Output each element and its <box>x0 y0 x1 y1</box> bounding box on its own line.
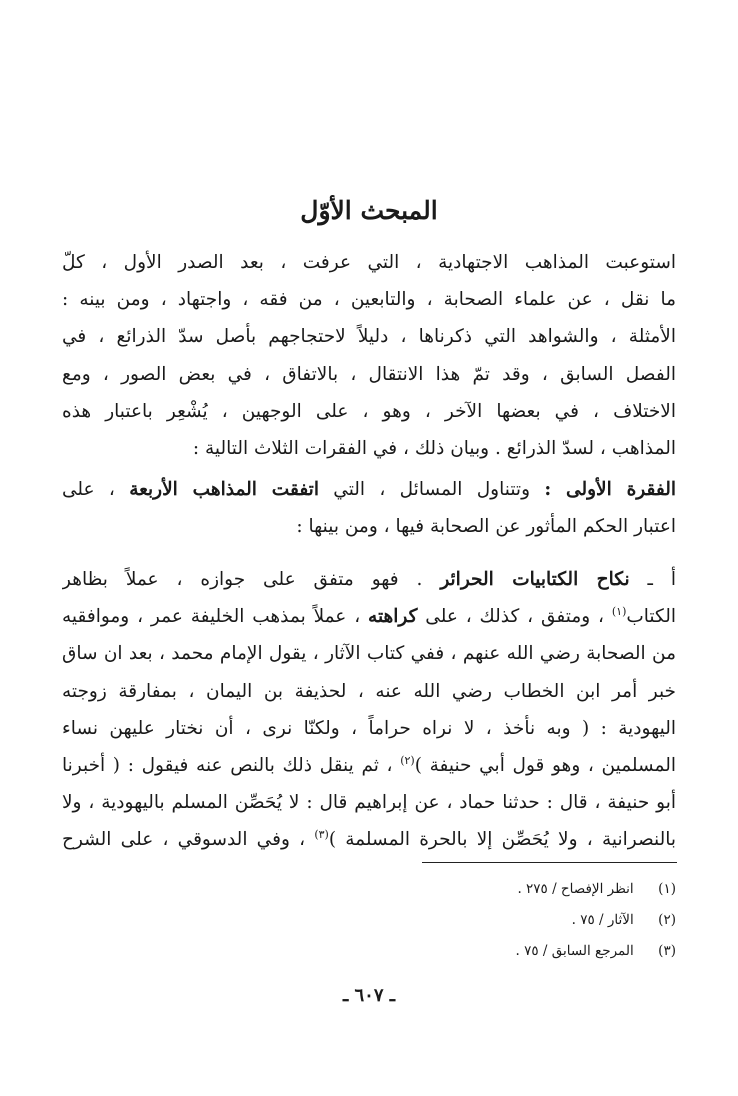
emphasis-text: كراهته <box>368 606 418 628</box>
paragraph-line: استوعبت المذاهب الاجتهادية ، التي عرفت ، بعد الصدر الأول ، كلّ <box>62 252 676 273</box>
text-run: ، على <box>62 479 130 500</box>
footnote-item <box>62 874 676 905</box>
first-section-paragraph <box>62 471 676 545</box>
section-title: المبحث الأوّل <box>300 196 438 225</box>
text-run: وتتناول المسائل ، التي <box>318 479 545 500</box>
text-run: بالنصرانية ، ولا يُحَصِّن إلا بالحرة المسلمة ) <box>328 829 676 851</box>
footnote-number: (٣) <box>658 943 676 959</box>
text-run: المسلمين ، وهو قول أبي حنيفة ) <box>414 755 676 777</box>
paragraph-line: اعتبار الحكم المأثور عن الصحابة فيها ، ومن بينها : <box>296 516 676 538</box>
paragraph-line <box>62 561 676 598</box>
emphasis-text: نكاح الكتابيات الحرائر <box>440 569 630 590</box>
paragraph-line: اليهودية : ( وبه نأخذ ، لا نراه حراماً ، ولكنّا نرى ، أن نختار عليهن نساء <box>62 717 676 739</box>
intro-paragraph <box>62 244 676 467</box>
footnote-ref: (٣) <box>314 828 329 842</box>
text-run: ، وفي الدسوقي ، على الشرح <box>62 829 315 851</box>
paragraph-line: الاختلاف ، في بعضها الآخر ، وهو ، على الوجهين ، يُشْعِر باعتبار هذه <box>62 400 676 422</box>
footnote-text: انظر الإفصاح / ٢٧٥ . <box>517 881 634 897</box>
footnote-number: (١) <box>658 881 676 897</box>
footnote-text: الآثار / ٧٥ . <box>571 912 634 928</box>
paragraph-line: من الصحابة رضي الله عنهم ، ففي كتاب الآثار ، يقول الإمام محمد ، بعد ان ساق <box>62 643 676 665</box>
paragraph-line: ما نقل ، عن علماء الصحابة ، والتابعين ، من فقه ، واجتهاد ، ومن بينه : <box>62 289 676 311</box>
paragraph-line: خبر أمر ابن الخطاب رضي الله عنه ، لحذيفة بن اليمان ، بمفارقة زوجته <box>62 680 676 702</box>
footnote-number: (٢) <box>658 912 676 928</box>
text-run: ، عملاً بمذهب الخليفة عمر ، وموافقيه <box>62 606 369 628</box>
text-run: الكتاب <box>626 606 676 628</box>
section-label: الفقرة الأولى : <box>544 479 676 500</box>
paragraph-line: أبو حنيفة ، قال : حدثنا حماد ، عن إبراهيم قال : لا يُحَصِّن المسلم باليهودية ، ولا <box>62 792 676 814</box>
text-run: ، ثم ينقل ذلك بالنص عنه فيقول : ( أخبرنا <box>62 755 401 777</box>
paragraph-line <box>62 747 676 784</box>
paragraph-line <box>62 471 676 508</box>
paragraph-line: الأمثلة ، والشواهد التي ذكرناها ، دليلاً لاحتجاجهم بأصل سدّ الذرائع ، في <box>62 326 676 348</box>
paragraph-line <box>62 821 676 858</box>
footnote-text: المرجع السابق / ٧٥ . <box>515 943 634 959</box>
footnote-divider <box>422 862 677 863</box>
footnote-ref: (١) <box>611 605 627 619</box>
text-run: ، ومتفق ، كذلك ، على <box>417 606 612 628</box>
item-a-paragraph <box>62 561 676 859</box>
footnote-item <box>62 936 676 967</box>
paragraph-line <box>62 598 676 635</box>
text-run: . فهو متفق على جوازه ، عملاً بظاهر <box>62 569 441 590</box>
text-run: أ ـ <box>629 569 676 590</box>
emphasis-text: اتفقت المذاهب الأربعة <box>129 479 319 500</box>
paragraph-line: المذاهب ، لسدّ الذرائع . وبيان ذلك ، في الفقرات الثلاث التالية : <box>192 438 676 460</box>
footnotes <box>62 874 676 967</box>
footnote-ref: (٢) <box>400 753 415 767</box>
footnote-item <box>62 905 676 936</box>
paragraph-line: الفصل السابق ، وقد تمّ هذا الانتقال ، بالاتفاق ، في بعض الصور ، ومع <box>62 363 676 385</box>
page-number: ـ ٦٠٧ ـ <box>342 985 396 1006</box>
